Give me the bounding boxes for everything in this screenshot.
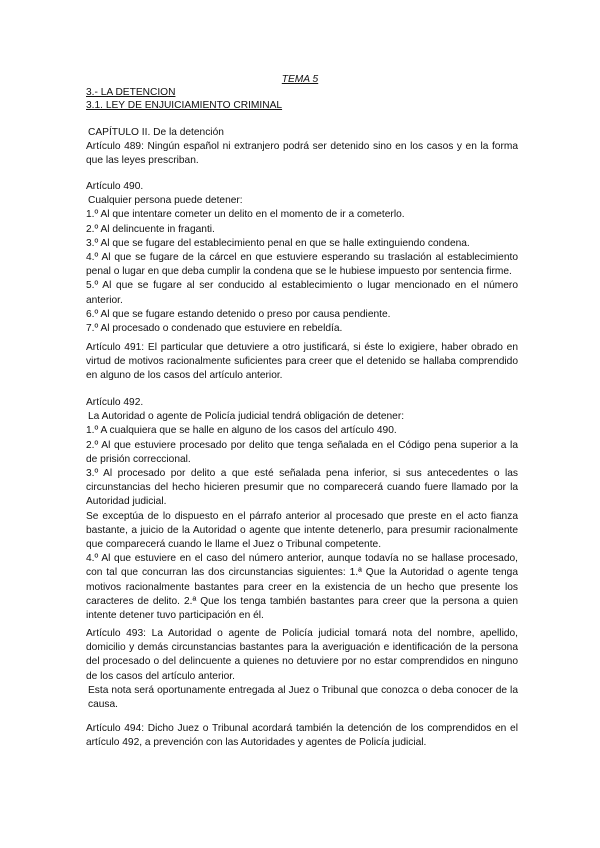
article-492-block <box>86 396 518 623</box>
chapter-heading: CAPÍTULO II. De la detención <box>88 127 224 138</box>
list-item: 1.º A cualquiera que se halle en alguno de los casos del artículo 490. <box>86 425 397 437</box>
list-item: 2.º Al que estuviere procesado por delito que tenga señalada en el Código pena superior a la de prisión correccional. <box>86 439 518 465</box>
list-item: 3.º Al que se fugare del establecimiento penal en que se halle extinguiendo condena. <box>86 237 470 249</box>
article-490-intro: Cualquier persona puede detener: <box>88 195 243 207</box>
article-493-note: Esta nota será oportunamente entregada al Juez o Tribunal que conozca o deba conocer de la causa. <box>88 684 518 711</box>
article-493-text: Artículo 493: La Autoridad o agente de Policía judicial tomará nota del nombre, apellido, domicilio y demás circunstancias bastantes para la averiguación e identificación de la persona del procesado o del delincuente a quienes no detuviere por no estar comprendidos en ninguno de los casos del artículo anterior. <box>86 628 518 682</box>
article-489-text: Artículo 489: Ningún español ni extranjero podrá ser detenido sino en los casos y en la forma que las leyes prescriban. <box>86 141 518 167</box>
list-item: 4.º Al que se fugare de la cárcel en que estuviere esperando su traslación al establecimiento penal o lugar en que deba cumplir la condena que se le hubiese impuesto por sentencia firme. <box>86 252 518 278</box>
list-item: 2.º Al delincuente in fraganti. <box>86 223 215 235</box>
article-491-block <box>86 341 518 384</box>
article-493-block <box>86 627 518 712</box>
subsection-heading: 3.1. LEY DE ENJUICIAMIENTO CRIMINAL <box>86 100 283 111</box>
article-492-intro: La Autoridad o agente de Policía judicial tendrá obligación de detener: <box>88 411 405 423</box>
article-492-title: Artículo 492. <box>86 397 144 408</box>
list-item: 3.º Al procesado por delito a que esté señalada pena inferior, si sus antecedentes o las circunstancias del hecho hicieren presumir que no comparecerá cuando fuere llamado por la Autoridad judicial. <box>86 468 518 508</box>
article-490-block <box>86 180 518 336</box>
list-item: 6.º Al que se fugare estando detenido o preso por causa pendiente. <box>86 308 391 320</box>
list-item: 4.º Al que estuviere en el caso del número anterior, aunque todavía no se hallase procesado, con tal que concurran las dos circunstancias siguientes: 1.ª Que la Autoridad o agente tenga motivos racionalmente bastantes para creer en la existencia de un hecho que presente los caracteres de delito. 2.ª Que los tenga también bastantes para creer que la persona a quien intente detener tuvo participación en él. <box>86 553 518 622</box>
list-item: 1.º Al que intentare cometer un delito en el momento de ir a cometerlo. <box>86 209 405 221</box>
article-489-block <box>86 126 518 169</box>
list-item: Se exceptúa de lo dispuesto en el párrafo anterior al procesado que preste en el acto fianza bastante, a juicio de la Autoridad o agente que intente detenerlo, para presumir racionalmente que comparecerá cuando le llame el Juez o Tribunal competente. <box>86 510 518 551</box>
article-491-text: Artículo 491: El particular que detuviere a otro justificará, si éste lo exigiere, haber obrado en virtud de motivos racionalmente suficientes para creer que el detenido se hallaba comprendido en alguno de los casos del artículo anterior. <box>86 342 518 382</box>
list-item: 5.º Al que se fugare al ser conducido al establecimiento o lugar mencionado en el número anterior. <box>86 280 518 306</box>
article-494-block <box>86 722 518 750</box>
article-494-text: Artículo 494: Dicho Juez o Tribunal acordará también la detención de los comprendidos en el artículo 492, a prevención con las Autoridades y agentes de Policía judicial. <box>86 723 518 749</box>
page-title: TEMA 5 <box>281 74 319 85</box>
list-item: 7.º Al procesado o condenado que estuviere en rebeldía. <box>86 323 343 335</box>
article-490-title: Artículo 490. <box>86 181 144 192</box>
section-heading: 3.- LA DETENCION <box>86 87 176 98</box>
